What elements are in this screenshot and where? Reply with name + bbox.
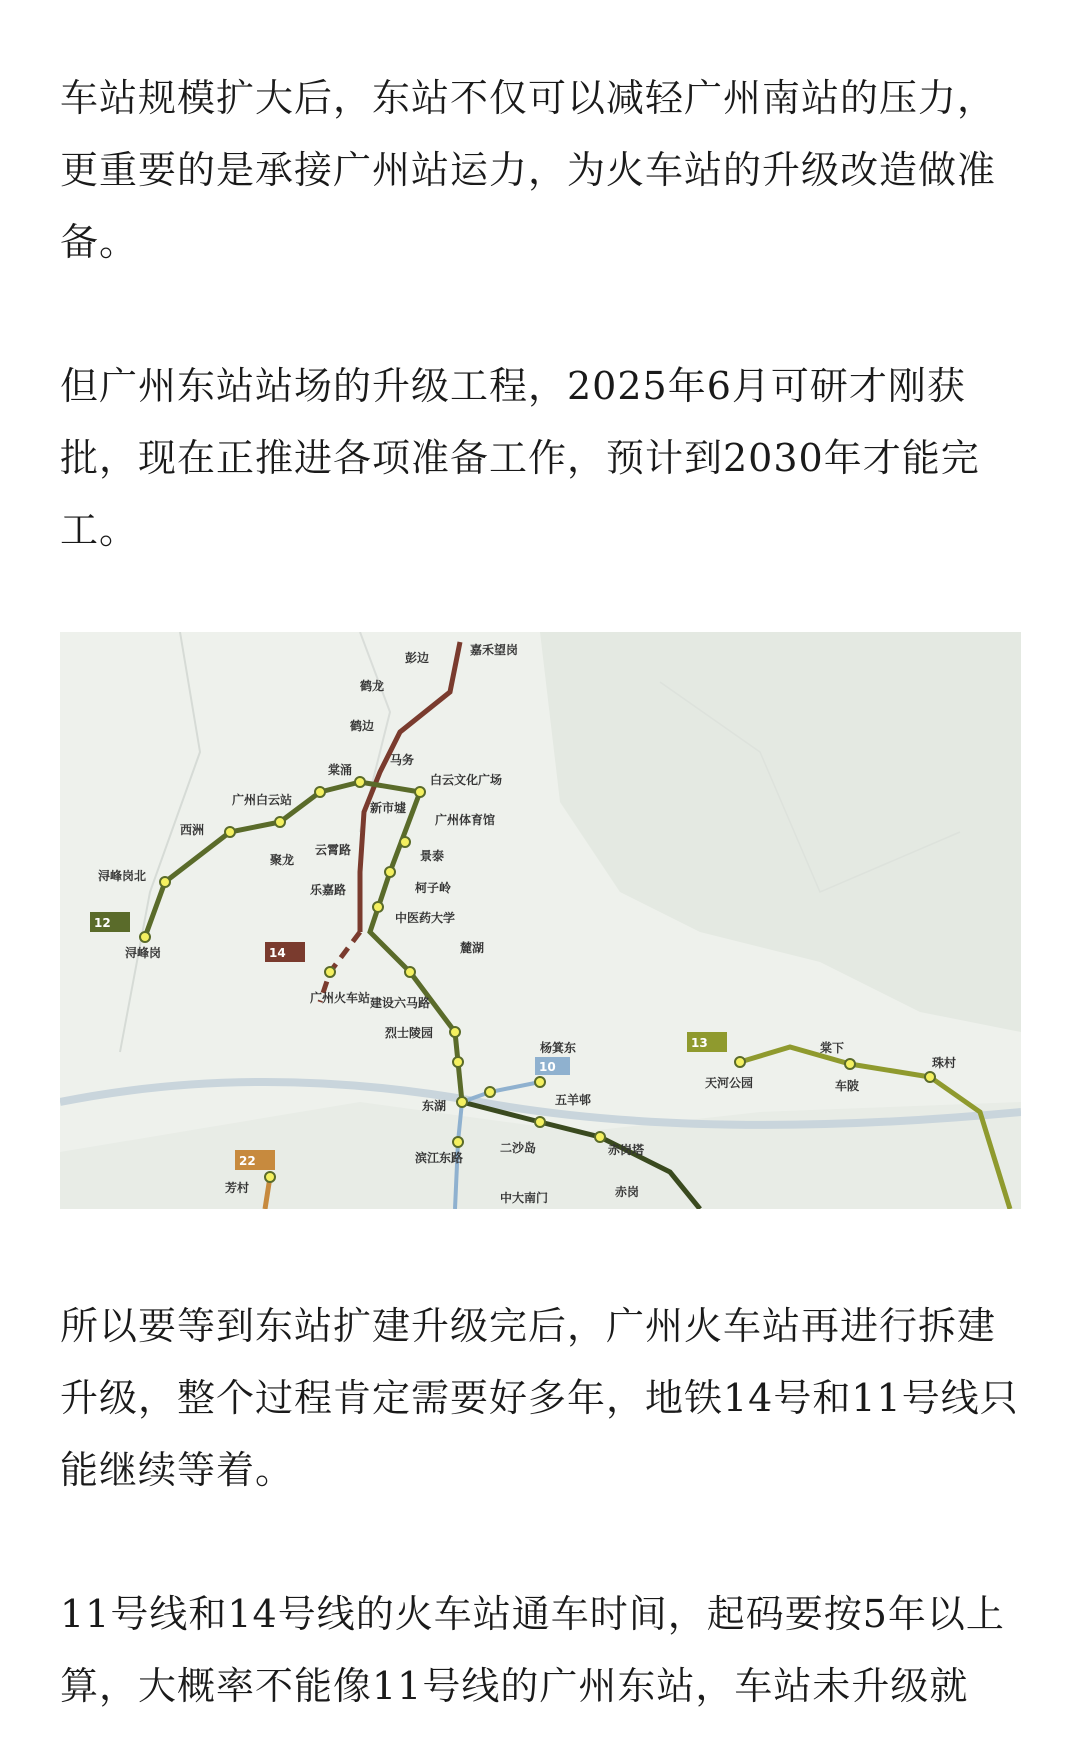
station-label: 棠下 (820, 1041, 845, 1055)
badge-line-14: 14 (269, 946, 286, 960)
station-label: 五羊邨 (555, 1093, 592, 1107)
station-label: 聚龙 (270, 853, 295, 867)
station-label: 浔峰岗 (125, 946, 162, 960)
badge-line-22: 22 (239, 1154, 256, 1168)
station-label: 东湖 (422, 1099, 447, 1113)
paragraph-4: 11号线和14号线的火车站通车时间，起码要按5年以上算，大概率不能像11号线的广州东站，车站未升级就 (60, 1592, 1005, 1708)
station-label: 广州火车站 (310, 991, 371, 1005)
badge-line-10: 10 (539, 1060, 556, 1074)
station-label: 中医药大学 (395, 911, 456, 925)
station-label: 白云文化广场 (430, 773, 503, 787)
station-label: 杨箕东 (540, 1041, 577, 1055)
station-label: 二沙岛 (500, 1141, 537, 1155)
station-label: 滨江东路 (415, 1151, 464, 1165)
station-label: 鹤龙 (360, 679, 385, 693)
station-label: 广州体育馆 (435, 813, 496, 827)
station-label: 鹤边 (350, 719, 375, 733)
station-label: 新市墟 (370, 801, 407, 815)
badge-line-13: 13 (691, 1036, 708, 1050)
station-label: 芳村 (225, 1181, 250, 1195)
paragraph-3: 所以要等到东站扩建升级完后，广州火车站再进行拆建升级，整个过程肯定需要好多年，地铁14号和11号线只能继续等着。 (60, 1304, 1019, 1492)
station-label: 彭边 (405, 651, 430, 665)
station-label: 建设六马路 (370, 996, 431, 1010)
station-label: 西洲 (180, 823, 205, 837)
paragraph-2: 但广州东站站场的升级工程，2025年6月可研才刚获批，现在正推进各项准备工作，预计到2030年才能完工。 (60, 364, 980, 552)
station-label: 棠涌 (328, 763, 353, 777)
station-label: 云霄路 (315, 843, 352, 857)
station-label: 天河公园 (705, 1076, 754, 1090)
station-label: 广州白云站 (232, 793, 293, 807)
station-label: 麓湖 (460, 941, 485, 955)
station-label: 柯子岭 (415, 881, 452, 895)
station-label: 马务 (390, 753, 415, 767)
station-label: 乐嘉路 (310, 883, 347, 897)
paragraph-1: 车站规模扩大后，东站不仅可以减轻广州南站的压力，更重要的是承接广州站运力，为火车站的升级改造做准备。 (60, 76, 997, 264)
station-label: 赤岗塔 (608, 1143, 645, 1157)
badge-line-12: 12 (94, 916, 111, 930)
station-label: 烈士陵园 (385, 1026, 434, 1040)
station-label: 车陂 (835, 1079, 860, 1093)
station-label: 珠村 (932, 1056, 957, 1070)
metro-map-image (60, 632, 1021, 1209)
station-label: 赤岗 (615, 1185, 640, 1199)
station-label: 嘉禾望岗 (470, 643, 519, 657)
station-label: 浔峰岗北 (98, 869, 147, 883)
station-label: 中大南门 (500, 1191, 549, 1205)
station-label: 景泰 (420, 849, 445, 863)
